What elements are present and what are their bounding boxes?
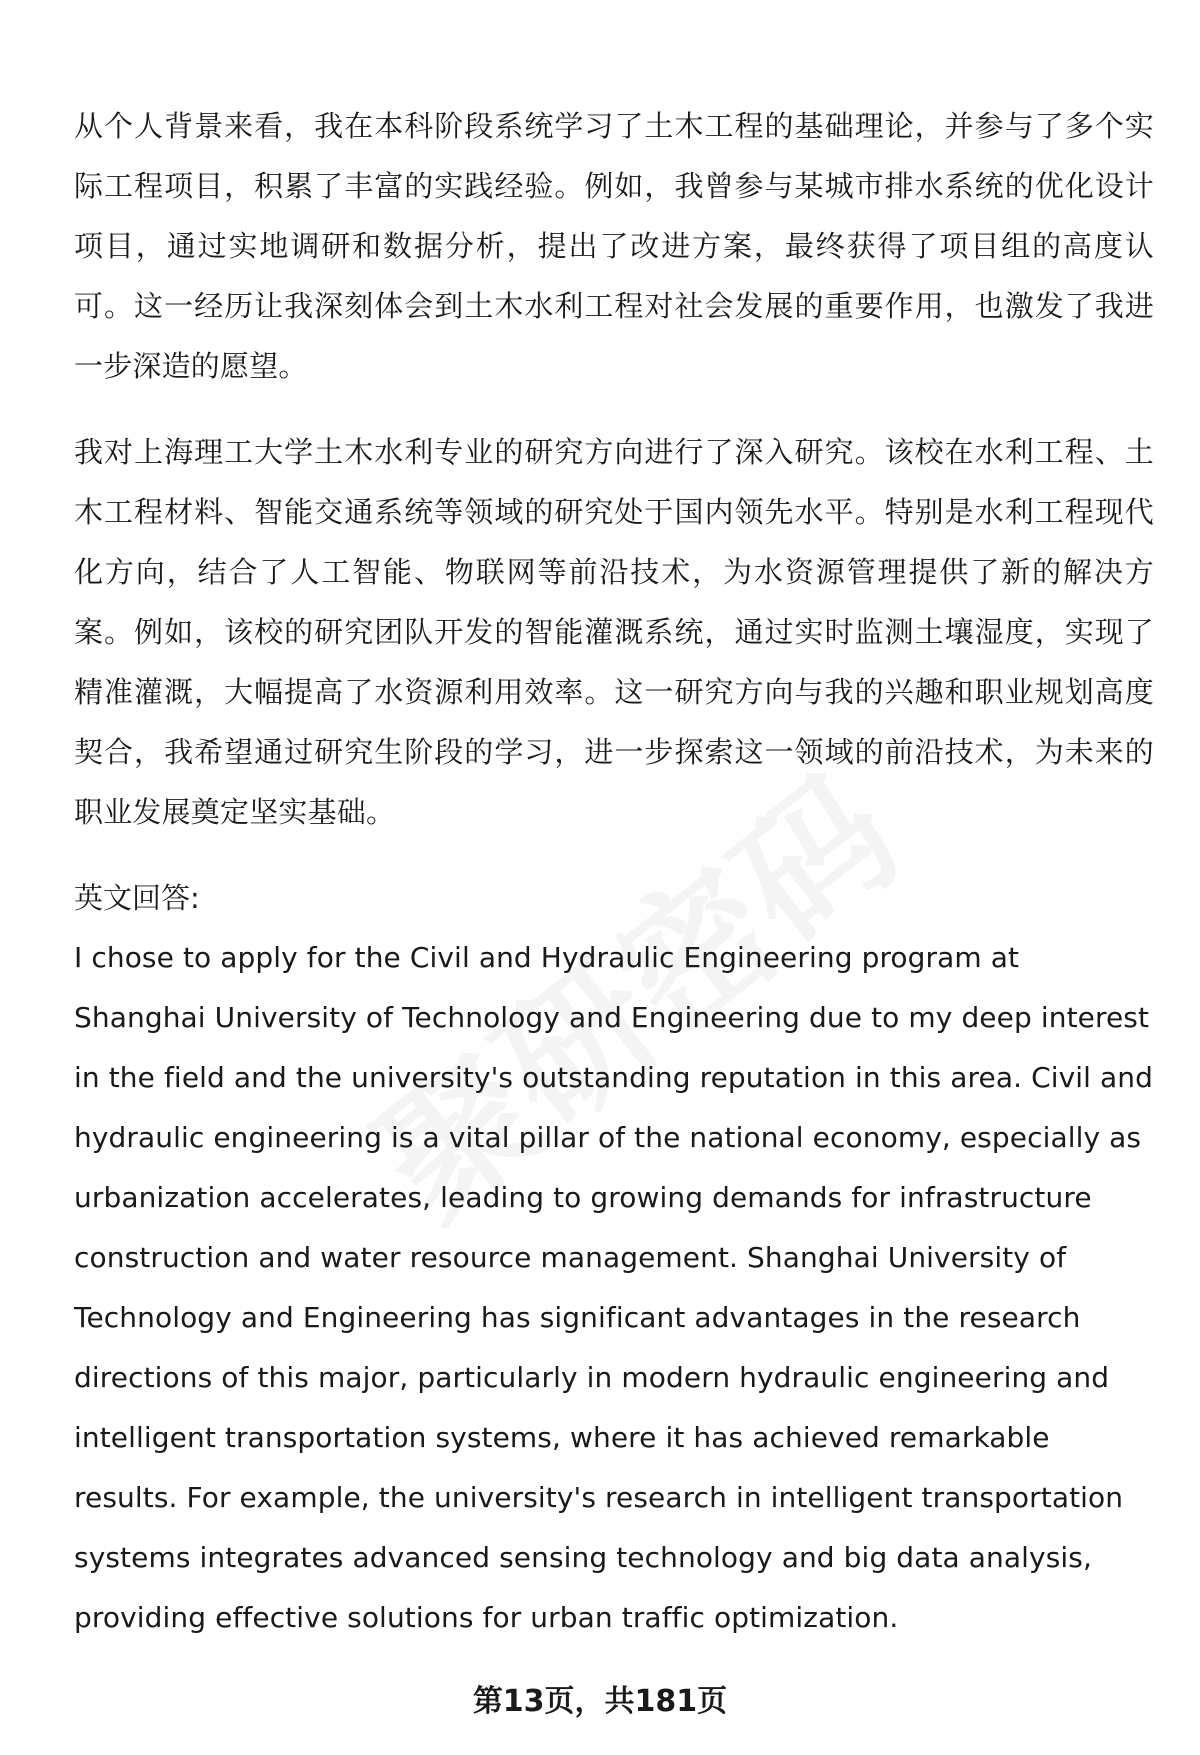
english-answer-paragraph: I chose to apply for the Civil and Hydraulic Engineering program at Shanghai University of Technology and Engineering due to my deep interest in the field and the university's outstanding reputation in this area. Civil and hydraulic engineering is a vital pillar of the national economy, especially as urbanization accelerates, leading to growing demands for infrastructure construction and water resource management. Shanghai University of Technology and Engineering has significant advantages in the research directions of this major, particularly in modern hydraulic engineering and intelligent transportation systems, where it has achieved remarkable results. For example, the university's research in intelligent transportation systems integrates advanced sensing technology and big data analysis, providing effective solutions for urban traffic optimization. [74,941,1154,1634]
paragraph-research-direction: 我对上海理工大学土木水利专业的研究方向进行了深入研究。该校在水利工程、土木工程材料、智能交通系统等领域的研究处于国内领先水平。特别是水利工程现代化方向，结合了人工智能、物联网等前沿技术，为水资源管理提供了新的解决方案。例如，该校的研究团队开发的智能灌溉系统，通过实时监测土壤湿度，实现了精准灌溉，大幅提高了水资源利用效率。这一研究方向与我的兴趣和职业规划高度契合，我希望通过研究生阶段的学习，进一步探索这一领域的前沿技术，为未来的职业发展奠定坚实基础。 [74,435,1154,829]
document-body [74,96,1154,1648]
page-number-footer: 第13页，共181页 [472,1684,728,1719]
english-answer-heading: 英文回答: [74,881,200,915]
paragraph-background: 从个人背景来看，我在本科阶段系统学习了土木工程的基础理论，并参与了多个实际工程项目，积累了丰富的实践经验。例如，我曾参与某城市排水系统的优化设计项目，通过实地调研和数据分析，提出了改进方案，最终获得了项目组的高度认可。这一经历让我深刻体会到土木水利工程对社会发展的重要作用，也激发了我进一步深造的愿望。 [74,109,1154,383]
